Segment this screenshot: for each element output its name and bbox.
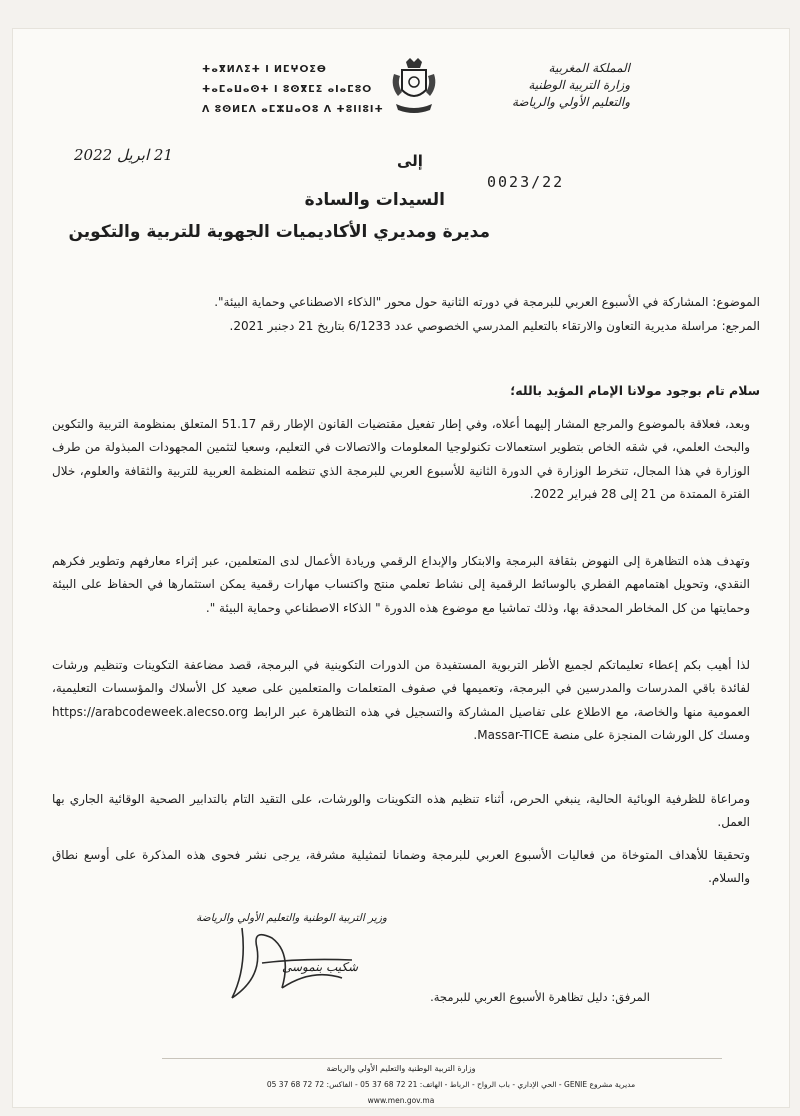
recipient-line-2: مديرة ومديري الأكاديميات الجهوية للتربية والتكوين [68, 222, 490, 242]
letter-date: 21 ابريل 2022 [74, 146, 173, 164]
document-page [12, 28, 790, 1108]
footer-website: www.men.gov.ma [367, 1096, 435, 1105]
body-paragraph-1: وبعد، فعلاقة بالموضوع والمرجع المشار إليهما أعلاه، وفي إطار تفعيل مقتضيات القانون الإطار رقم 51.17 المتعلق بمنظومة التربية والتكوين والبحث العلمي، في شقه الخاص بتطوير استعمالات تكنولوجيا المعلومات والاتصالات في التعليم، وسعيا لتثمين المجهودات المبذولة من طرف الوزارة في هذا المجال، تنخرط الوزارة في الدورة الثانية للأسبوع العربي للبرمجة الذي تنظمه المنظمة العربية للتربية والثقافة والعلوم، خلال الفترة الممتدة من 21 إلى 28 فبراير 2022. [52, 417, 750, 502]
royal-emblem-icon [388, 56, 440, 118]
body-paragraph-4: ومراعاة للظرفية الوبائية الحالية، ينبغي الحرص، أثناء تنظيم هذه التكوينات والورشات، على التقيد التام بالتدابير الصحية الوقائية الجاري بها العمل. [52, 792, 750, 830]
signatory-title: وزير التربية الوطنية والتعليم الأولي والرياضة [196, 912, 387, 924]
header-tifinagh-line: ⵜⴰⴳⵍⴷⵉⵜ ⵏ ⵍⵎⵖⵔⵉⴱ [202, 64, 327, 75]
body-paragraph-3: لذا أهيب بكم إعطاء تعليماتكم لجميع الأطر التربوية المستفيدة من الدورات التكوينية في البرمجة، قصد مضاعفة التكوينات وتنظيم ورشات لفائدة باقي المدرسات والمدرسين في البرمجة، وتعميمها في صفوف المتعلمات والمتعلمين على صعيد كل الأسلاك والمؤسسات التعليمية، العمومية منها والخاصة، مع الاطلاع على تفاصيل المشاركة والتسجيل في هذه التظاهرة عبر الرابط https://arabcodeweek.alecso.org ومسك كل الورشات المنجزة على منصة Massar-TICE. [52, 658, 750, 743]
annex-line: المرفق: دليل تظاهرة الأسبوع العربي للبرمجة. [430, 990, 650, 1004]
recipient-to: إلى [397, 152, 423, 170]
handwritten-signature-icon [202, 908, 402, 1008]
subject-block [42, 290, 760, 338]
reference-line: المرجع: مراسلة مديرية التعاون والارتقاء بالتعليم المدرسي الخصوصي عدد 6/1233 بتاريخ 21 دجنبر 2021. [229, 319, 760, 333]
header-arabic-line: وزارة التربية الوطنية [528, 78, 630, 92]
greeting: سلام تام بوجود مولانا الإمام المؤيد بالله؛ [510, 383, 760, 398]
header-arabic-line: المملكة المغربية [548, 61, 630, 75]
footer-ministry: وزارة التربية الوطنية والتعليم الأولي والرياضة [326, 1064, 476, 1073]
recipient-line-1: السيدات والسادة [304, 190, 445, 210]
reference-number: 0023/22 [487, 173, 565, 191]
footer-address: مديرية مشروع GENIE - الحي الإداري - باب الرواح - الرباط - الهاتف: 21 72 68 37 05 - الفاكس: 72 72 68 37 05 [266, 1080, 636, 1089]
header-arabic-line: والتعليم الأولي والرياضة [511, 95, 630, 109]
subject-line: الموضوع: المشاركة في الأسبوع العربي للبرمجة في دورته الثانية حول محور "الذكاء الاصطناعي وحماية البيئة". [214, 295, 760, 309]
ministry-header-tifinagh [202, 60, 384, 120]
ministry-header-arabic [512, 60, 630, 111]
body-paragraph-2: وتهدف هذه التظاهرة إلى النهوض بثقافة البرمجة والابتكار والإبداع الرقمي وريادة الأعمال لدى المتعلمين، عبر إثراء معارفهم وتطوير فكرهم النقدي، وتحويل اهتمامهم الفطري بالوسائط الرقمية إلى نشاط تعلمي منتج واكتساب مهارات رقمية يمكن استثمارها في الحفاظ على البيئة وحمايتها من كل المخاطر المحدقة بها، وذلك تماشيا مع موضوع هذه الدورة " الذكاء الاصطناعي وحماية البيئة ". [52, 554, 750, 615]
signatory-name: شكيب بنموسى [282, 960, 359, 974]
header-tifinagh-line: ⴷ ⵓⵙⵍⵎⴷ ⴰⵎⵣⵡⴰⵔⵓ ⴷ ⵜⵓⵏⵏⵓⵏⵜ [202, 104, 384, 115]
footer-divider [162, 1058, 722, 1059]
body-paragraph-5: وتحقيقا للأهداف المتوخاة من فعاليات الأسبوع العربي للبرمجة وضمانا لتمثيلية مشرفة، يرجى نشر فحوى هذه المذكرة على أوسع نطاق والسلام. [52, 848, 750, 886]
header-tifinagh-line: ⵜⴰⵎⴰⵡⴰⵙⵜ ⵏ ⵓⵙⴳⵎⵉ ⴰⵏⴰⵎⵓⵔ [202, 84, 373, 95]
